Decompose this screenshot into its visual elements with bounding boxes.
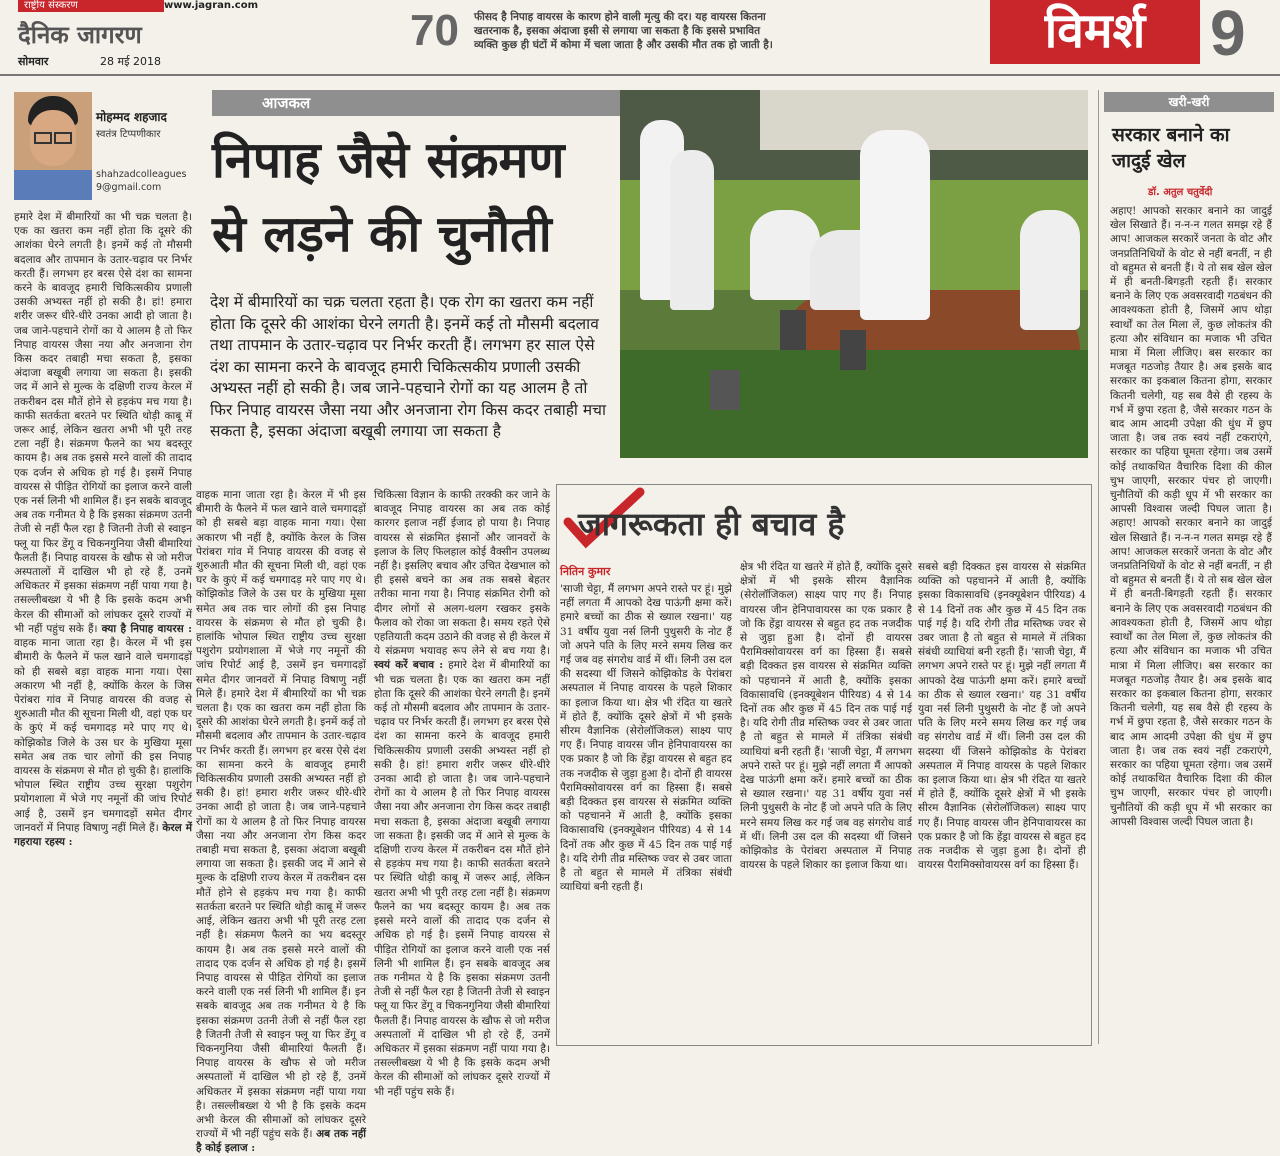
stat-text: फीसद है निपाह वायरस के कारण होने वाली मृत्यु की दर। यह वायरस कितना खतरनाक है, इसका अंदाजा इसी से लगाया जा सकता है कि इससे प्रभावित व्यक्ति कुछ ही घंटों में कोमा में चला जाता है और उसकी मौत तक हो जाती है। <box>474 11 773 51</box>
author-role: स्वतंत्र टिप्पणीकार <box>96 129 161 140</box>
subhead-kerala-mystery: केरल में गहराया रहस्य : <box>14 821 192 848</box>
issue-date: 28 मई 2018 <box>100 55 161 68</box>
side-column-headline: सरकार बनाने का जादुई खेल <box>1112 124 1230 172</box>
news-photo <box>620 90 1088 458</box>
author-name: मोहम्मद शहजाद <box>96 110 167 124</box>
side-column-body: अहाए! आपको सरकार बनाने का जादुई खेल सिखाते हैं। न-न-न गलत समझ रहे हैं आप! आजकल सरकारें जनता के वोट और जनप्रतिनिधियों के वोट से नहीं बनतीं, न ही वो बहुमत से बनती हैं। ये तो सब खेल खेल में ही बनती-बिगड़ती रहती हैं। सरकार बनाने के लिए एक अवसरवादी गठबंधन की आवश्यकता होती है, जिसमें आप थोड़ा स्वार्थों का तेल मिला लें, कुछ लोकतंत्र की हत्या और संविधान का मजाक भी उचित मात्रा में मिला लीजिए। बस सरकार का मजबूत गठजोड़ तैयार है। अब इसके बाद सरकार का इकबाल कितना होगा, सरकार कितनी चलेगी, यह सब वैसे ही रहस्य के गर्भ में छुपा रहता है, जैसे सरकार गठन के बाद आम आदमी उपेक्षा की धुंध में छुप जाता है। जब तक स्वयं नहीं टकराएंगे, सरकार का पहिया घूमता रहेगा। जब उसमें कोई तथाकथित वैचारिक दिशा की कील चुभ जाएगी, सरकार पंचर हो जाएगी। चुनौतियों की कड़ी धूप में भी सरकार का आपसी विश्वास जल्दी पिघल जाता है। अहाए! आपको सरकार बनाने का जादुई खेल सिखाते हैं। न-न-न गलत समझ रहे हैं आप! आजकल सरकारें जनता के वोट और जनप्रतिनिधियों के वोट से नहीं बनतीं, न ही वो बहुमत से बनती हैं। ये तो सब खेल खेल में ही बनती-बिगड़ती रहती हैं। सरकार बनाने के लिए एक अवसरवादी गठबंधन की आवश्यकता होती है, जिसमें आप थोड़ा स्वार्थों का तेल मिला लें, कुछ लोकतंत्र की हत्या और संविधान का मजाक भी उचित मात्रा में मिला लीजिए। बस सरकार का मजबूत गठजोड़ तैयार है। अब इसके बाद सरकार का इकबाल कितना होगा, सरकार कितनी चलेगी, यह सब वैसे ही रहस्य के गर्भ में छुपा रहता है, जैसे सरकार गठन के बाद आम आदमी उपेक्षा की धुंध में छुप जाता है। जब तक स्वयं नहीं टकराएंगे, सरकार का पहिया घूमता रहेगा। जब उसमें कोई तथाकथित वैचारिक दिशा की कील चुभ जाएगी, सरकार पंचर हो जाएगी। चुनौतियों की कड़ी धूप में भी सरकार का आपसी विश्वास जल्दी पिघल जाता है। <box>1110 205 1272 828</box>
section-tag: राष्ट्रीय संस्करण <box>18 0 164 12</box>
headline-line-1: निपाह जैसे संक्रमण <box>212 131 565 189</box>
article-column-2: वाहक माना जाता रहा है। केरल में भी इस बीमारी के फैलने में फल खाने वाले चमगादड़ों को ही सबसे बड़ा वाहक माना गया। ऐसा अकारण भी नहीं है, क्योंकि केरल के जिस पेरांबरा गांव में निपाह वायरस की वजह से शुरुआती मौत की सूचना मिली थी, वहां एक घर के कुएं में कई चमगादड़ मरे पाए गए थे। कोझिकोड जिले के उस घर के मुखिया मूसा समेत अब तक चार लोगों की इस निपाह वायरस के संक्रमण से मौत हो चुकी है। हालांकि भोपाल स्थित राष्ट्रीय उच्च सुरक्षा पशुरोग प्रयोगशाला में भेजे गए नमूनों की जांच रिपोर्ट आई है, उसमें इन चमगादड़ों समेत दीगर जानवरों में निपाह विषाणु नहीं मिले हैं। हमारे देश में बीमारियों का भी चक्र चलता है। एक का खतरा कम नहीं होता कि दूसरे की आशंका घेरने लगती है। इनमें कई तो मौसमी बदलाव और तापमान के उतार-चढ़ाव पर निर्भर करती हैं। लगभग हर बरस ऐसे दंश का सामना करने के बावजूद हमारी चिकित्सकीय प्रणाली उसकी अभ्यस्त नहीं हो सकी है। हां! हमारा शरीर जरूर धीरे-धीरे उनका आदी हो जाता है। जब जाने-पहचाने रोगों का ये आलम है तो फिर निपाह वायरस जैसा नया और अनजाना रोग किस कदर तबाही मचा सकता है, इसका अंदाजा बखूबी लगाया जा सकता है। इसकी जद में आने से मुल्क के दक्षिणी राज्य केरल में तकरीबन दस मौतें होने से हड़कंप मच गया है। काफी सतर्कता बरतने पर स्थिति थोड़ी काबू में जरूर आई, लेकिन खतरा अभी भी पूरी तरह टला नहीं है। संक्रमण फैलने का भय बदस्तूर कायम है। अब तक इससे मरने वालों की तादाद एक दर्जन से अधिक हो गई है। इसमें निपाह वायरस से पीड़ित रोगियों का इलाज करने वाली एक नर्स लिनी भी शामिल हैं। इन सबके बावजूद अब तक गनीमत ये है कि इसका संक्रमण उतनी तेजी से नहीं फैल रहा है जितनी तेजी से स्वाइन फ्लू या फिर डेंगू व चिकनगुनिया जैसी बीमारियां फैलती हैं। निपाह वायरस के खौफ से जो मरीज अस्पतालों में दाखिल भी हो रहे हैं, उनमें अधिकतर में इसका संक्रमण नहीं पाया गया है। तसल्लीबख्श ये भी है कि इसके कदम अभी केरल की सीमाओं को लांघकर दूसरे राज्यों में भी नहीं पहुंच सके हैं। अब तक नहीं है कोई इलाज : <box>196 489 367 1155</box>
sidebar-column-1: 'साजी चेट्टा, मैं लगभग अपने रास्ते पर हूं। मुझे नहीं लगता मैं आपको देख पाऊंगी क्षमा करें। हमारे बच्चों का ठीक से ख्याल रखना।' यह 31 वर्षीय युवा नर्स लिनी पुथुसरी के नोट हैं जो अपने पति के लिए मरने समय लिख कर गई जब वह संगरोध वार्ड में थीं। लिनी उस दल की सदस्या थीं जिसने कोझिकोड के पेरांबरा अस्पताल में निपाह वायरस के पहले शिकार का इलाज किया था। क्षेत्र भी रंदित या खतरे में होते हैं, क्योंकि दूसरे क्षेत्रों में भी इसके सीरम वैज्ञानिक (सेरोलॉजिकल) साक्ष्य पाए गए हैं। निपाह वायरस जीन हेनिपावायरस का एक प्रकार है जो कि हेंड्रा वायरस से बहुत हद तक नजदीक से जुड़ा हुआ है। दोनों ही वायरस पैरामिक्सोवायरस वर्ग का हिस्सा हैं। सबसे बड़ी दिक्कत इस वायरस से संक्रमित व्यक्ति को पहचानने में आती है, क्योंकि इसका विकासावधि (इनक्यूबेशन पीरियड) 4 से 14 दिनों तक और कुछ में 45 दिन तक पाई गई है। यदि रोगी तीव्र मस्तिष्क ज्वर से उबर जाता है तो बहुत से मामले में तंत्रिका संबंधी व्याधियां बनी रहती हैं। <box>560 583 733 894</box>
subhead-no-cure: अब तक नहीं है कोई इलाज : <box>196 1128 366 1155</box>
page-title: विमर्श <box>990 0 1200 64</box>
article-column-1: हमारे देश में बीमारियों का भी चक्र चलता है। एक का खतरा कम नहीं होता कि दूसरे की आशंका घेरने लगती है। इनमें कई तो मौसमी बदलाव और तापमान के उतार-चढ़ाव पर निर्भर करती हैं। लगभग हर बरस ऐसे दंश का सामना करने के बावजूद हमारी चिकित्सकीय प्रणाली उसकी अभ्यस्त नहीं हो सकी है। हां! हमारा शरीर जरूर धीरे-धीरे उनका आदी हो जाता है। जब जाने-पहचाने रोगों का ये आलम है तो फिर निपाह वायरस जैसा नया और अनजाना रोग किस कदर तबाही मचा सकता है, इसका अंदाजा बखूबी लगाया जा सकता है। इसकी जद में आने से मुल्क के दक्षिणी राज्य केरल में तकरीबन दस मौतें होने से हड़कंप मच गया है। काफी सतर्कता बरतने पर स्थिति थोड़ी काबू में जरूर आई, लेकिन खतरा अभी भी पूरी तरह टला नहीं है। संक्रमण फैलने का भय बदस्तूर कायम है। अब तक इससे मरने वालों की तादाद एक दर्जन से अधिक हो गई है। इसमें निपाह वायरस से पीड़ित रोगियों का इलाज करने वाली एक नर्स लिनी भी शामिल हैं। इन सबके बावजूद अब तक गनीमत ये है कि इसका संक्रमण उतनी तेजी से नहीं फैल रहा है जितनी तेजी से स्वाइन फ्लू या फिर डेंगू व चिकनगुनिया जैसी बीमारियां फैलती हैं। निपाह वायरस के खौफ से जो मरीज अस्पतालों में दाखिल भी हो रहे हैं, उनमें अधिकतर में इसका संक्रमण नहीं पाया गया है। तसल्लीबख्श ये भी है कि इसके कदम अभी केरल की सीमाओं को लांघकर दूसरे राज्यों में भी नहीं पहुंच सके हैं। क्या है निपाह वायरस : वाहक माना जाता रहा है। केरल में भी इस बीमारी के फैलने में फल खाने वाले चमगादड़ों को ही सबसे बड़ा वाहक माना गया। ऐसा अकारण भी नहीं है, क्योंकि केरल के जिस पेरांबरा गांव में निपाह वायरस की वजह से शुरुआती मौत की सूचना मिली थी, वहां एक घर के कुएं में कई चमगादड़ मरे पाए गए थे। कोझिकोड जिले के उस घर के मुखिया मूसा समेत अब तक चार लोगों की इस निपाह वायरस के संक्रमण से मौत हो चुकी है। हालांकि भोपाल स्थित राष्ट्रीय उच्च सुरक्षा पशुरोग प्रयोगशाला में भेजे गए नमूनों की जांच रिपोर्ट आई है, उसमें इन चमगादड़ों समेत दीगर जानवरों में निपाह विषाणु नहीं मिले हैं। केरल में गहराया रहस्य : <box>14 211 192 848</box>
paper-name: दैनिक जागरण <box>18 21 142 49</box>
side-column-label: खरी-खरी <box>1104 92 1274 112</box>
sidebar-headline: जागरूकता ही बचाव है <box>578 505 845 543</box>
website-url: www.jagran.com <box>164 0 259 11</box>
subhead-what-is-nipah: क्या है निपाह वायरस : <box>101 622 192 635</box>
stat-number: 70 <box>410 6 459 55</box>
sidebar-author: नितिन कुमार <box>560 565 611 578</box>
author-photo <box>14 92 92 200</box>
subhead-self-defense: स्वयं करें बचाव : <box>374 659 444 672</box>
weekday: सोमवार <box>18 55 49 68</box>
side-column-author: डॉ. अतुल चतुर्वेदी <box>1148 187 1213 198</box>
masthead-rule <box>0 74 1280 76</box>
author-email[interactable]: shahzadcolleagues9@gmail.com <box>96 169 187 193</box>
article-intro: देश में बीमारियों का चक्र चलता रहता है। एक रोग का खतरा कम नहीं होता कि दूसरे की आशंका घेरने लगती है। इनमें कई तो मौसमी बदलाव तथा तापमान के उतार-चढ़ाव पर निर्भर करती हैं। लगभग हर साल ऐसे दंश का सामना करने के बावजूद हमारी चिकित्सकीय प्रणाली उसकी अभ्यस्त नहीं हो सकी है। जब जाने-पहचाने रोगों का यह आलम है तो फिर निपाह वायरस जैसा नया और अनजाना रोग किस कदर तबाही मचा सकता है, इसका अंदाजा बखूबी लगाया जा सकता है <box>210 293 607 440</box>
sidebar-column-2: क्षेत्र भी रंदित या खतरे में होते हैं, क्योंकि दूसरे क्षेत्रों में भी इसके सीरम वैज्ञानिक (सेरोलॉजिकल) साक्ष्य पाए गए हैं। निपाह वायरस जीन हेनिपावायरस का एक प्रकार है जो कि हेंड्रा वायरस से बहुत हद तक नजदीक से जुड़ा हुआ है। दोनों ही वायरस पैरामिक्सोवायरस वर्ग का हिस्सा हैं। सबसे बड़ी दिक्कत इस वायरस से संक्रमित व्यक्ति को पहचानने में आती है, क्योंकि इसका विकासावधि (इनक्यूबेशन पीरियड) 4 से 14 दिनों तक और कुछ में 45 दिन तक पाई गई है। यदि रोगी तीव्र मस्तिष्क ज्वर से उबर जाता है तो बहुत से मामले में तंत्रिका संबंधी व्याधियां बनी रहती हैं। 'साजी चेट्टा, मैं लगभग अपने रास्ते पर हूं। मुझे नहीं लगता मैं आपको देख पाऊंगी क्षमा करें। हमारे बच्चों का ठीक से ख्याल रखना।' यह 31 वर्षीय युवा नर्स लिनी पुथुसरी के नोट हैं जो अपने पति के लिए मरने समय लिख कर गई जब वह संगरोध वार्ड में थीं। लिनी उस दल की सदस्या थीं जिसने कोझिकोड के पेरांबरा अस्पताल में निपाह वायरस के पहले शिकार का इलाज किया था। <box>740 561 913 872</box>
right-column-rule <box>1098 90 1099 1044</box>
page-number: 9 <box>1210 0 1246 69</box>
column-label: आजकल <box>212 90 642 116</box>
sidebar-column-3: सबसे बड़ी दिक्कत इस वायरस से संक्रमित व्यक्ति को पहचानने में आती है, क्योंकि इसका विकासावधि (इनक्यूबेशन पीरियड) 4 से 14 दिनों तक और कुछ में 45 दिन तक पाई गई है। यदि रोगी तीव्र मस्तिष्क ज्वर से उबर जाता है तो बहुत से मामले में तंत्रिका संबंधी व्याधियां बनी रहती हैं। 'साजी चेट्टा, मैं लगभग अपने रास्ते पर हूं। मुझे नहीं लगता मैं आपको देख पाऊंगी क्षमा करें। हमारे बच्चों का ठीक से ख्याल रखना।' यह 31 वर्षीय युवा नर्स लिनी पुथुसरी के नोट हैं जो अपने पति के लिए मरने समय लिख कर गई जब वह संगरोध वार्ड में थीं। लिनी उस दल की सदस्या थीं जिसने कोझिकोड के पेरांबरा अस्पताल में निपाह वायरस के पहले शिकार का इलाज किया था। क्षेत्र भी रंदित या खतरे में होते हैं, क्योंकि दूसरे क्षेत्रों में भी इसके सीरम वैज्ञानिक (सेरोलॉजिकल) साक्ष्य पाए गए हैं। निपाह वायरस जीन हेनिपावायरस का एक प्रकार है जो कि हेंड्रा वायरस से बहुत हद तक नजदीक से जुड़ा हुआ है। दोनों ही वायरस पैरामिक्सोवायरस वर्ग का हिस्सा हैं। <box>918 561 1087 872</box>
article-column-3: चिकित्सा विज्ञान के काफी तरक्की कर जाने के बावजूद निपाह वायरस का अब तक कोई कारगर इलाज नहीं ईजाद हो पाया है। निपाह वायरस से संक्रमित इंसानों और जानवरों के इलाज के लिए फिलहाल कोई वैक्सीन उपलब्ध नहीं है। इसलिए बचाव और उचित देखभाल को ही इससे बचने का अब तक सबसे बेहतर तरीका माना गया है। निपाह संक्रमित रोगी को दीगर लोगों से अलग-थलग रखकर इसके फैलाव को रोका जा सकता है। समय रहते ऐसे एहतियाती कदम उठाने की वजह से ही केरल में ये संक्रमण भयावह रूप लेने से बच गया है। स्वयं करें बचाव : हमारे देश में बीमारियों का भी चक्र चलता है। एक का खतरा कम नहीं होता कि दूसरे की आशंका घेरने लगती है। इनमें कई तो मौसमी बदलाव और तापमान के उतार-चढ़ाव पर निर्भर करती हैं। लगभग हर बरस ऐसे दंश का सामना करने के बावजूद हमारी चिकित्सकीय प्रणाली उसकी अभ्यस्त नहीं हो सकी है। हां! हमारा शरीर जरूर धीरे-धीरे उनका आदी हो जाता है। जब जाने-पहचाने रोगों का ये आलम है तो फिर निपाह वायरस जैसा नया और अनजाना रोग किस कदर तबाही मचा सकता है, इसका अंदाजा बखूबी लगाया जा सकता है। इसकी जद में आने से मुल्क के दक्षिणी राज्य केरल में तकरीबन दस मौतें होने से हड़कंप मच गया है। काफी सतर्कता बरतने पर स्थिति थोड़ी काबू में जरूर आई, लेकिन खतरा अभी भी पूरी तरह टला नहीं है। संक्रमण फैलने का भय बदस्तूर कायम है। अब तक इससे मरने वालों की तादाद एक दर्जन से अधिक हो गई है। इसमें निपाह वायरस से पीड़ित रोगियों का इलाज करने वाली एक नर्स लिनी भी शामिल हैं। इन सबके बावजूद अब तक गनीमत ये है कि इसका संक्रमण उतनी तेजी से नहीं फैल रहा है जितनी तेजी से स्वाइन फ्लू या फिर डेंगू व चिकनगुनिया जैसी बीमारियां फैलती हैं। निपाह वायरस के खौफ से जो मरीज अस्पतालों में दाखिल भी हो रहे हैं, उनमें अधिकतर में इसका संक्रमण नहीं पाया गया है। तसल्लीबख्श ये भी है कि इसके कदम अभी केरल की सीमाओं को लांघकर दूसरे राज्यों में भी नहीं पहुंच सके हैं। <box>374 489 550 1098</box>
headline-line-2: से लड़ने की चुनौती <box>212 205 552 263</box>
